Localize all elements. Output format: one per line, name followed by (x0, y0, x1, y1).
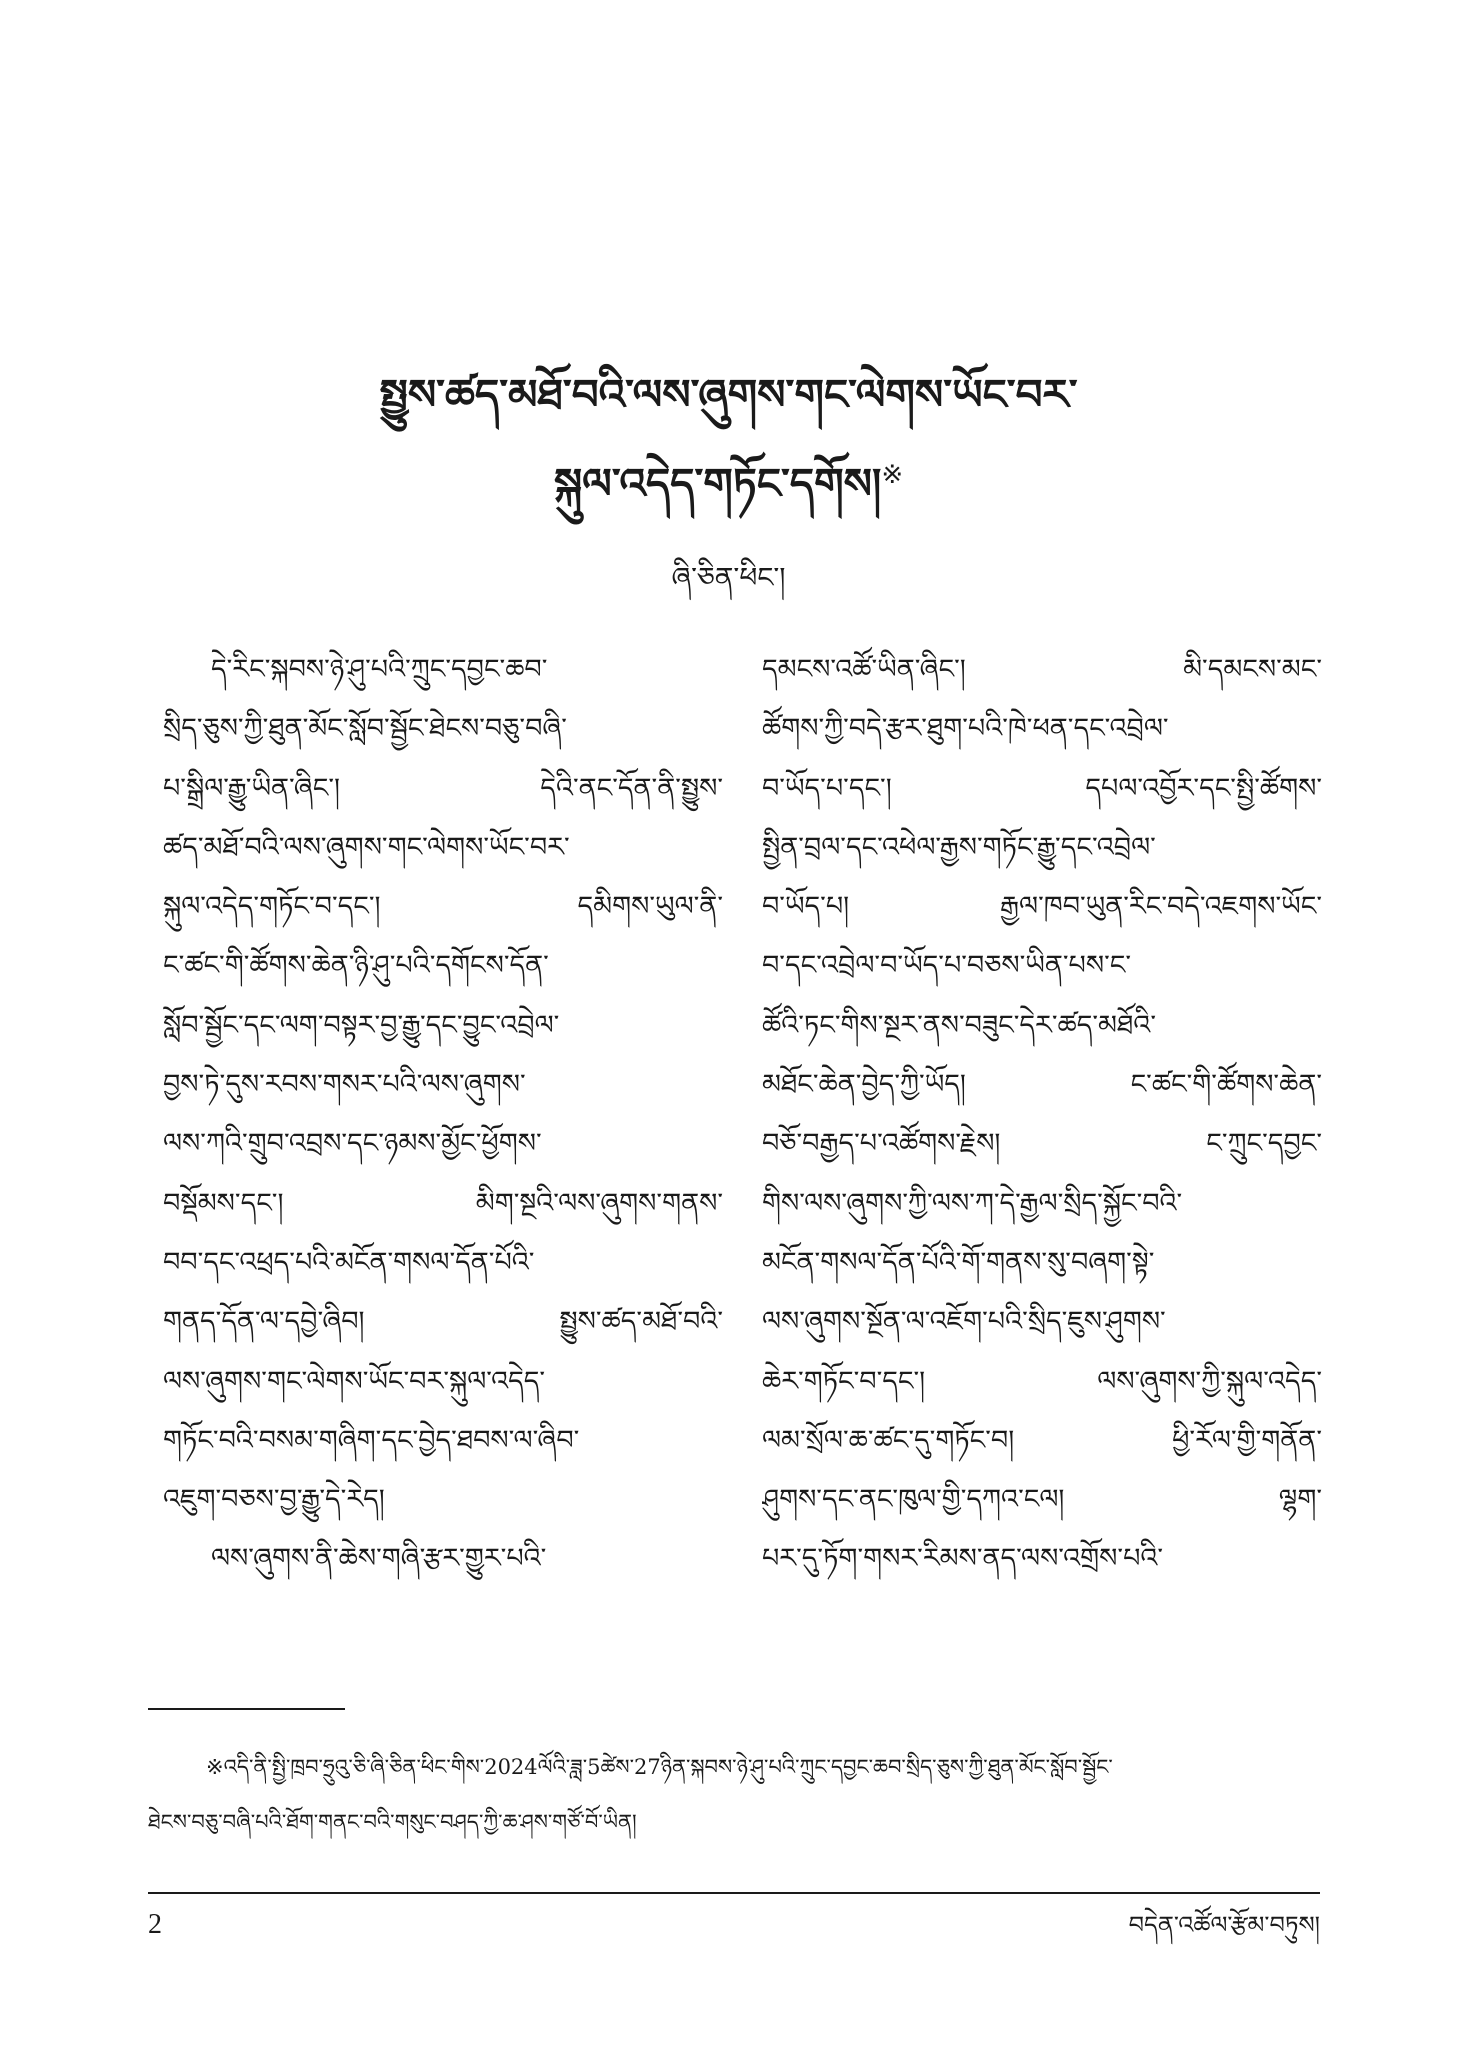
body-line: དམངས་འཚོ་ཡིན་ཞིང་། མི་དམངས་མང་ (762, 654, 1322, 685)
footnote-marker[interactable]: ※ (881, 460, 904, 490)
body-line: པར་དུ་ཏོག་གསར་རིམས་ནད་ལས་འགྲོས་པའི་ (762, 1543, 1164, 1575)
left-column (163, 640, 723, 1589)
author-name: ཞི་ཅིན་ཕིང་། (671, 561, 786, 594)
body-line: ང་ཚང་གི་ཚོགས་ཆེན་ཉི་ཤུ་པའི་དགོངས་དོན་ (163, 950, 549, 982)
journal-name: བདེན་འཚོལ་རྩོམ་བཏུས། (1128, 1911, 1320, 1939)
body-line: བསྡོམས་དང་། མིག་སྔའི་ལས་ཞུགས་གནས་ (163, 1187, 723, 1219)
right-column (762, 640, 1322, 1589)
title-text-1: སྤྱུས་ཚད་མཐོ་བའི་ལས་ཞུགས་གང་ལེགས་ཡོང་བར་ (379, 370, 1078, 419)
body-line: ཤུགས་དང་ནང་ཁུལ་གྱི་དཀའ་ངལ། ལྷག་ (762, 1484, 1322, 1516)
body-line: གཏོང་བའི་བསམ་གཞིག་དང་བྱེད་ཐབས་ལ་ཞིབ་ (163, 1424, 580, 1456)
body-line: ལས་ཞུགས་གང་ལེགས་ཡོང་བར་སྐུལ་འདེད་ (163, 1365, 546, 1397)
body-line: བབ་དང་འཕྲད་པའི་མངོན་གསལ་དོན་པོའི་ (163, 1246, 535, 1278)
body-line: མཐོང་ཆེན་བྱེད་ཀྱི་ཡོད། ང་ཚང་གི་ཚོགས་ཆེན་ (762, 1069, 1322, 1101)
title-text-2: སྐུལ་འདེད་གཏོང་དགོས། (553, 459, 882, 508)
body-line: སྤྱིན་བྲལ་དང་འཕེལ་རྒྱས་གཏོང་རྒྱུ་དང་འབྲེལ་ (762, 831, 1156, 863)
body-line: གནད་དོན་ལ་དབྱེ་ཞིབ། སྤྱུས་ཚད་མཐོ་བའི་ (163, 1306, 723, 1338)
body-line: འཇུག་བཅས་བྱ་རྒྱུ་དེ་རེད། (163, 1484, 385, 1516)
body-line: ལས་ཞུགས་སྔོན་ལ་འཇོག་པའི་སྲིད་ཇུས་ཤུགས་ (762, 1306, 1166, 1338)
page-title-line-2 (0, 435, 1457, 524)
footnote-line-1: ※འདི་ནི་སྤྱི་ཁྲབ་ཧྲུའུ་ཅི་ཞི་ཅིན་ཕིང་གིས་2024ལོའི་ཟླ་5ཚེས་27ཉིན་སྐབས་ཉེ་ཤུ་པའི་ཀྲུང་དབྱང་ཆབ་སྲིད་ཅུས་ཀྱི་ཐུན་མོང་སློབ་སྦྱོང་ (206, 1755, 1113, 1779)
footnote-line-2: ཐེངས་བཅུ་བཞི་པའི་ཐོག་གནང་བའི་གསུང་བཤད་ཀྱི་ཆ་ཤས་གཙོ་བོ་ཡིན། (148, 1810, 637, 1834)
body-line: བཅོ་བརྒྱད་པ་འཚོགས་རྗེས། ང་ཀྲུང་དབྱང་ (762, 1128, 1322, 1160)
body-line: སློབ་སྦྱོང་དང་ལག་བསྟར་བྱ་རྒྱུ་དང་བྱུང་འབྲེལ་ (163, 1009, 560, 1041)
body-line: ལམ་སྲོལ་ཆ་ཚང་དུ་གཏོང་བ། ཕྱི་རོལ་གྱི་གནོན་ (762, 1424, 1322, 1456)
footnote-divider (148, 1708, 345, 1710)
footer-divider (148, 1892, 1320, 1894)
body-line: གིས་ལས་ཞུགས་ཀྱི་ལས་ཀ་དེ་རྒྱལ་སྲིད་སྐྱོང་བའི་ (762, 1187, 1183, 1219)
page-title-line-1 (0, 355, 1457, 435)
body-line: ཆེར་གཏོང་བ་དང་། ལས་ཞུགས་ཀྱི་སྐུལ་འདེད་ (762, 1365, 1322, 1397)
body-line: དེ་རིང་སྐབས་ཉེ་ཤུ་པའི་ཀྲུང་དབྱང་ཆབ་ (211, 654, 548, 685)
body-line: ལས་ཞུགས་ནི་ཆེས་གཞི་རྩར་གྱུར་པའི་ (211, 1543, 547, 1575)
body-line: བྱས་ཏེ་དུས་རབས་གསར་པའི་ལས་ཞུགས་ (163, 1069, 526, 1101)
body-line: སྐུལ་འདེད་གཏོང་བ་དང་། དམིགས་ཡུལ་ནི་ (163, 891, 723, 923)
body-line: ལས་ཀའི་གྲུབ་འབྲས་དང་ཉམས་མྱོང་ཕྱོགས་ (163, 1128, 542, 1160)
body-line: མངོན་གསལ་དོན་པོའི་གོ་གནས་སུ་བཞག་སྟེ་ (762, 1246, 1155, 1278)
body-line: སྲིད་ཅུས་ཀྱི་ཐུན་མོང་སློབ་སྦྱོང་ཐེངས་བཅུ་བཞི་ (163, 713, 567, 745)
body-line: ཚོའི་ཏང་གིས་སྔར་ནས་བཟུང་དེར་ཚད་མཐོའི་ (762, 1009, 1156, 1041)
body-line: ཚོགས་ཀྱི་བདེ་རྩར་ཐུག་པའི་ཁེ་ཕན་དང་འབྲེལ་ (762, 713, 1169, 745)
body-line: ཚད་མཐོ་བའི་ལས་ཞུགས་གང་ལེགས་ཡོང་བར་ (163, 831, 570, 863)
body-line: བ་ཡོད་པ་དང་། དཔལ་འབྱོར་དང་སྤྱི་ཚོགས་ (762, 772, 1322, 804)
body-line: བ་ཡོད་པ། རྒྱལ་ཁབ་ཡུན་རིང་བདེ་འཇགས་ཡོང་ (762, 891, 1322, 923)
body-line: བ་དང་འབྲེལ་བ་ཡོད་པ་བཅས་ཡིན་པས་ང་ (762, 950, 1132, 982)
body-line: པ་སྒྲིལ་རྒྱུ་ཡིན་ཞིང་། དེའི་ནང་དོན་ནི་སྤྱུས་ (163, 772, 723, 804)
page-number: 2 (148, 1909, 162, 1940)
